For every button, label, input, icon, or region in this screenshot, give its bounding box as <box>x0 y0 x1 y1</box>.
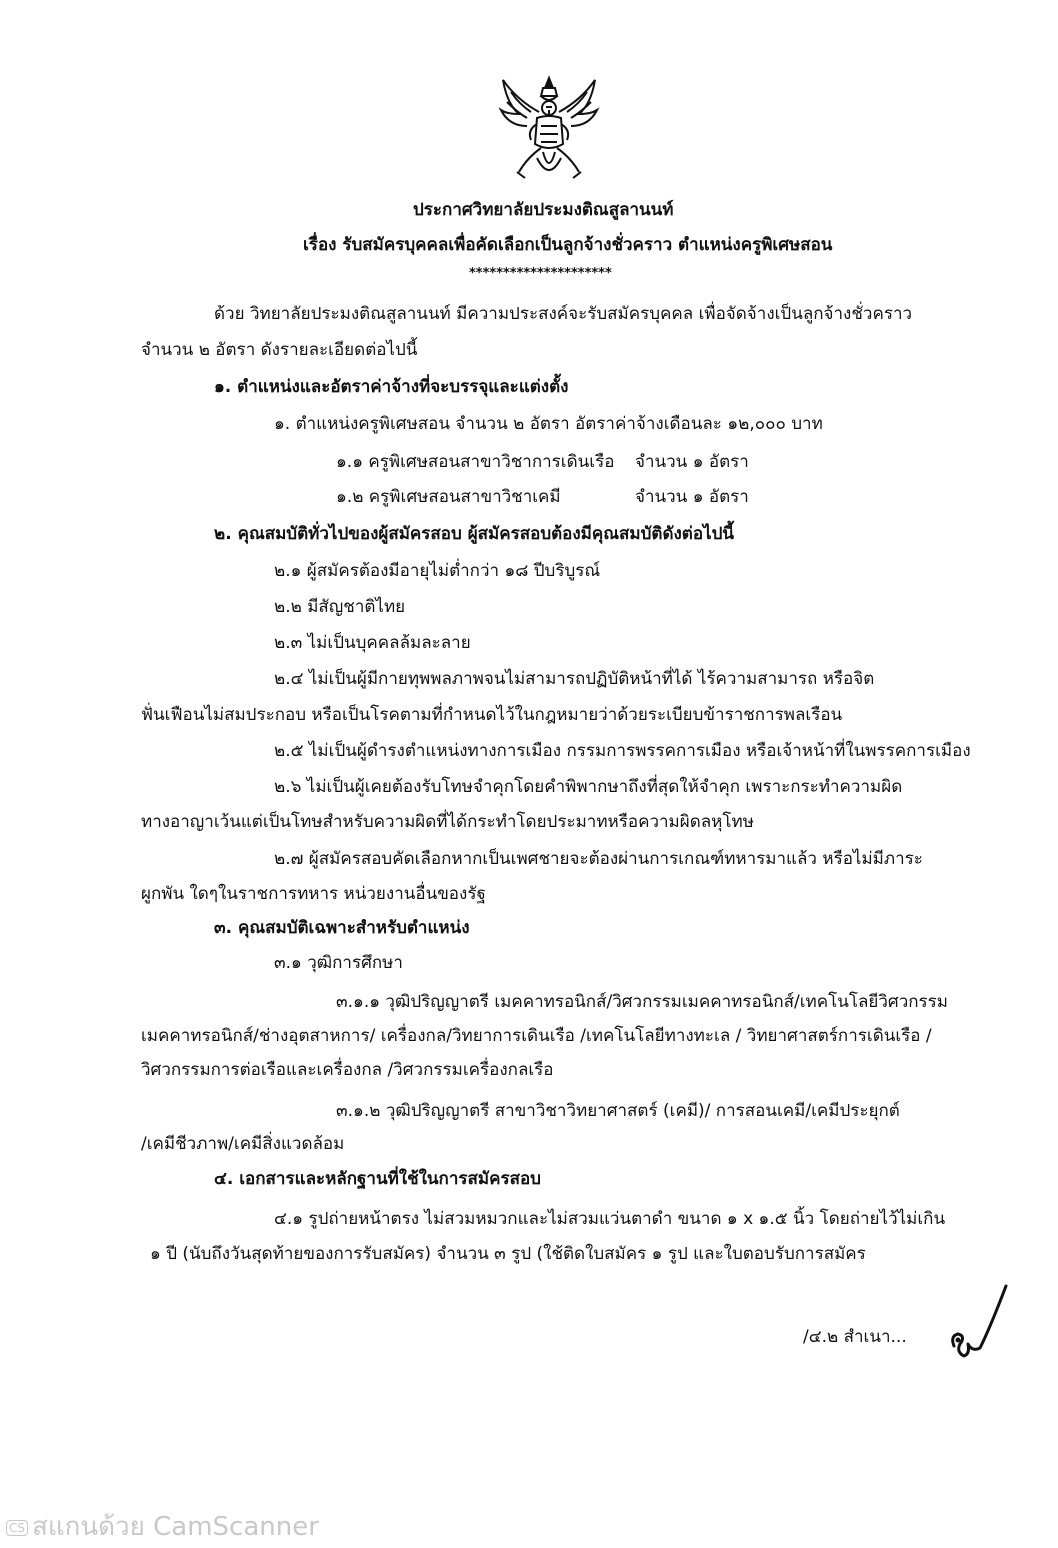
section-2-item-2: ๒.๒ มีสัญชาติไทย <box>274 597 406 617</box>
garuda-emblem-icon <box>497 74 601 186</box>
section-1-sub-1-label: ๑.๑ ครูพิเศษสอนสาขาวิชาการเดินเรือ <box>336 452 615 472</box>
announcement-subject: เรื่อง รับสมัครบุคคลเพื่อคัดเลือกเป็นลูกจ้างชั่วคราว ตำแหน่งครูพิเศษสอน <box>303 235 833 255</box>
section-2-heading: ๒. คุณสมบัติทั่วไปของผู้สมัครสอบ ผู้สมัครสอบต้องมีคุณสมบัติดังต่อไปนี้ <box>214 524 734 544</box>
announcement-title: ประกาศวิทยาลัยประมงติณสูลานนท์ <box>413 200 674 220</box>
section-3-a-line-2: เมคคาทรอนิกส์/ช่างอุตสาหการ/ เครื่องกล/วิทยาการเดินเรือ /เทคโนโลยีทางทะเล / วิทยาศาสตร์การเดินเรือ / <box>141 1026 932 1046</box>
camscanner-watermark <box>6 1506 319 1547</box>
section-1-sub-2-label: ๑.๒ ครูพิเศษสอนสาขาวิชาเคมี <box>336 487 561 507</box>
signature-mark-icon <box>946 1282 1010 1368</box>
section-4-heading: ๔. เอกสารและหลักฐานที่ใช้ในการสมัครสอบ <box>214 1169 541 1189</box>
section-2-item-4-line-2: ฟั่นเฟือนไม่สมประกอบ หรือเป็นโรคตามที่กำหนดไว้ในกฎหมายว่าด้วยระเบียบข้าราชการพลเรือน <box>141 705 843 725</box>
section-2-item-7-line-1: ๒.๗ ผู้สมัครสอบคัดเลือกหากเป็นเพศชายจะต้องผ่านการเกณฑ์ทหารมาแล้ว หรือไม่มีภาระ <box>274 849 923 869</box>
watermark-badge: CS <box>6 1520 28 1536</box>
section-3-b-line-2: /เคมีชีวภาพ/เคมีสิ่งแวดล้อม <box>141 1134 345 1154</box>
title-separator: ********************* <box>469 266 612 281</box>
section-2-item-7-line-2: ผูกพัน ใดๆในราชการทหาร หน่วยงานอื่นของรัฐ <box>141 884 486 904</box>
intro-line-1: ด้วย วิทยาลัยประมงติณสูลานนท์ มีความประสงค์จะรับสมัครบุคคล เพื่อจัดจ้างเป็นลูกจ้างชั่วคราว <box>214 304 913 324</box>
section-1-sub-2-count: จำนวน ๑ อัตรา <box>635 487 749 507</box>
section-2-item-4-line-1: ๒.๔ ไม่เป็นผู้มีกายทุพพลภาพจนไม่สามารถปฏิบัติหน้าที่ได้ ไร้ความสามารถ หรือจิต <box>274 669 875 689</box>
section-1-item: ๑. ตำแหน่งครูพิเศษสอน จำนวน ๒ อัตรา อัตราค่าจ้างเดือนละ ๑๒,๐๐๐ บาท <box>274 414 823 434</box>
section-4-para-line-2: ๑ ปี (นับถึงวันสุดท้ายของการรับสมัคร) จำนวน ๓ รูป (ใช้ติดใบสมัคร ๑ รูป และใบตอบรับการสมัคร <box>150 1244 866 1264</box>
section-1-heading: ๑. ตำแหน่งและอัตราค่าจ้างที่จะบรรจุและแต่งตั้ง <box>214 377 569 397</box>
section-3-a-line-1: ๓.๑.๑ วุฒิปริญญาตรี เมคคาทรอนิกส์/วิศวกรรมเมคคาทรอนิกส์/เทคโนโลยีวิศวกรรม <box>336 992 949 1012</box>
section-2-item-1: ๒.๑ ผู้สมัครต้องมีอายุไม่ต่ำกว่า ๑๘ ปีบริบูรณ์ <box>274 561 601 581</box>
section-2-item-6-line-2: ทางอาญาเว้นแต่เป็นโทษสำหรับความผิดที่ได้กระทำโดยประมาทหรือความผิดลหุโทษ <box>141 812 754 832</box>
section-2-item-6-line-1: ๒.๖ ไม่เป็นผู้เคยต้องรับโทษจำคุกโดยคำพิพากษาถึงที่สุดให้จำคุก เพราะกระทำความผิด <box>274 777 903 797</box>
continuation-note: /๔.๒ สำเนา... <box>803 1327 907 1347</box>
section-3-b-line-1: ๓.๑.๒ วุฒิปริญญาตรี สาขาวิชาวิทยาศาสตร์ (เคมี)/ การสอนเคมี/เคมีประยุกต์ <box>336 1101 900 1121</box>
section-4-para-line-1: ๔.๑ รูปถ่ายหน้าตรง ไม่สวมหมวกและไม่สวมแว่นตาดำ ขนาด ๑ x ๑.๕ นิ้ว โดยถ่ายไว้ไม่เกิน <box>274 1209 946 1229</box>
section-2-item-5: ๒.๕ ไม่เป็นผู้ดำรงตำแหน่งทางการเมือง กรรมการพรรคการเมือง หรือเจ้าหน้าที่ในพรรคการเมือง <box>274 741 971 761</box>
watermark-text: สแกนด้วย CamScanner <box>32 1512 319 1542</box>
section-3-heading: ๓. คุณสมบัติเฉพาะสำหรับตำแหน่ง <box>214 918 470 938</box>
section-3-a-line-3: วิศวกรรมการต่อเรือและเครื่องกล /วิศวกรรมเครื่องกลเรือ <box>141 1060 554 1080</box>
section-3-sub: ๓.๑ วุฒิการศึกษา <box>274 953 403 973</box>
section-1-sub-1-count: จำนวน ๑ อัตรา <box>635 452 749 472</box>
section-2-item-3: ๒.๓ ไม่เป็นบุคคลล้มละลาย <box>274 633 471 653</box>
intro-line-2: จำนวน ๒ อัตรา ดังรายละเอียดต่อไปนี้ <box>141 340 418 360</box>
